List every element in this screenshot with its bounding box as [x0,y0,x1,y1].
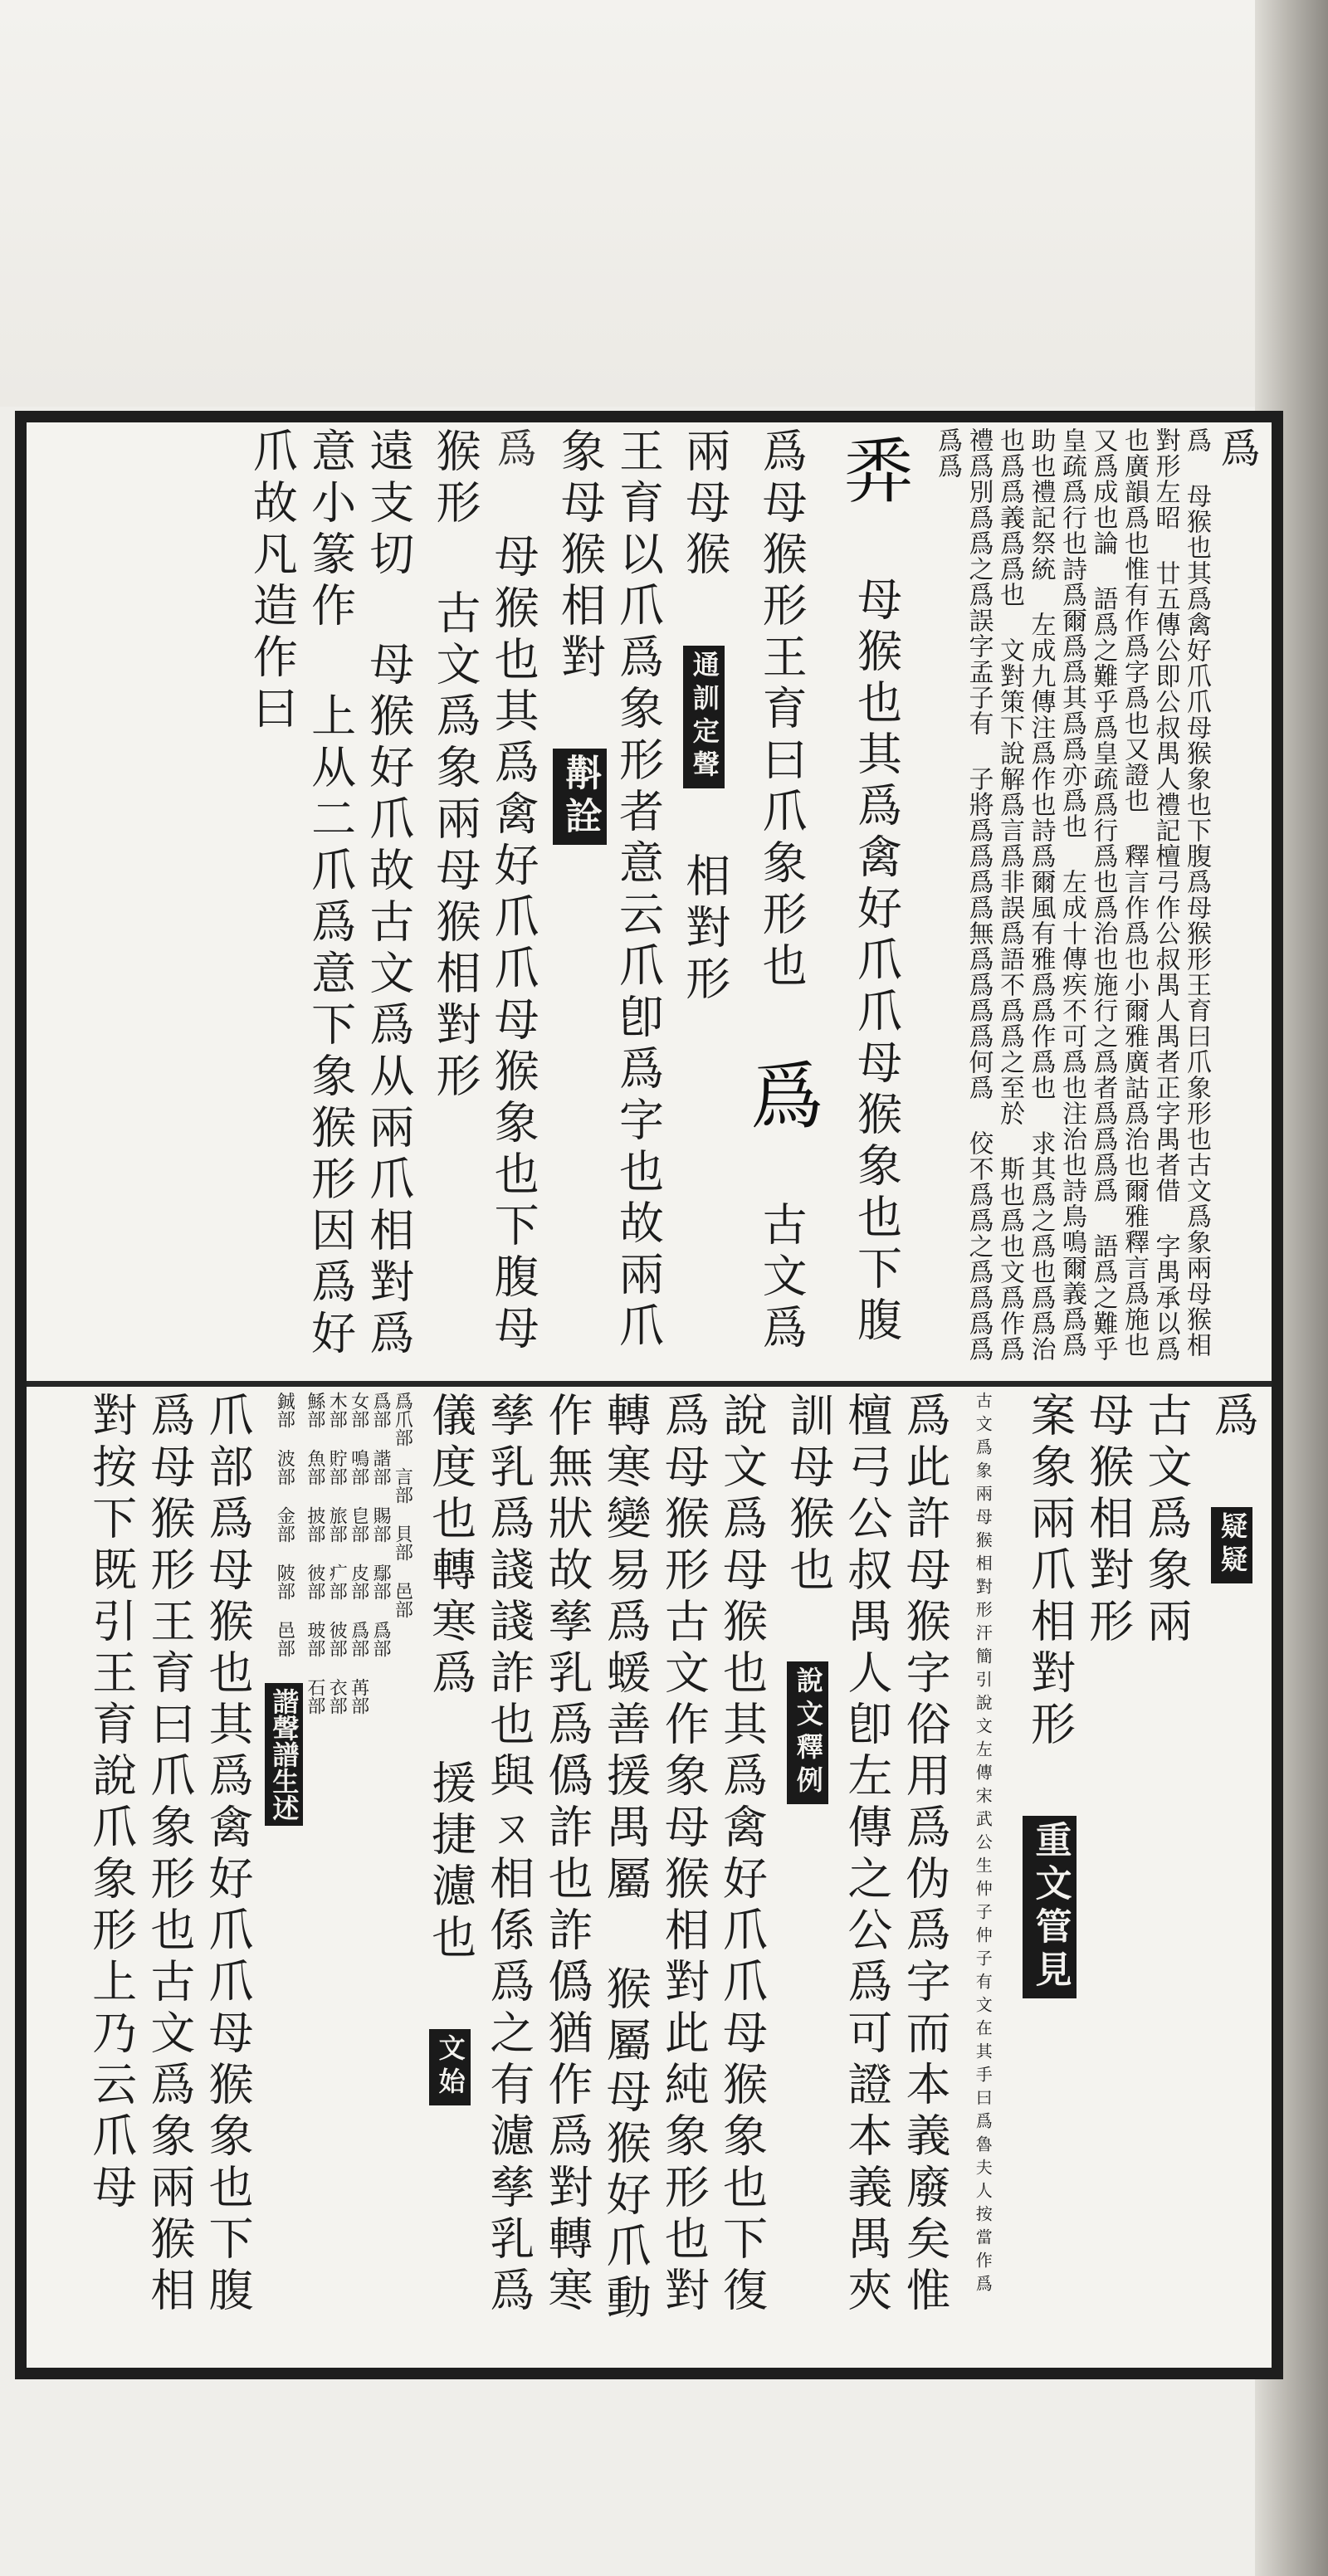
main-entry-tail: 古文爲兩母猴 [678,427,808,1355]
commentary-line: 子將爲爲爲爲無爲爲爲爲何爲 [964,766,994,1100]
commentary-line: 佼不爲爲之爲爲爲爲爲爲 [933,427,994,1362]
wenshi-text-3: 援捷濾也 [424,1759,477,1965]
badge-wenshi: 文始 [429,2029,471,2105]
zhongwen-entry [1020,1392,1195,2359]
commentary-line: 爲 母猴也其爲禽好爪爪母猴象也下腹爲母猴形王育曰爪象形也古文爲象兩母猴相對形左昭 [1150,427,1211,1358]
explanation-text-cont: 上从二爪爲意下象猴形因爲好爪故凡造作曰 [246,427,357,1361]
shiwen-entry [779,1392,1013,2359]
radical-row: 鯀部 魚部 披部 彼部 玻部 石部 [304,1392,325,1715]
commentary-line: 文對策下說解爲言爲非誤爲語不爲爲之至於 [995,637,1024,1126]
wenshi-text-1: 說文爲母猴也其爲禽好爪爪母猴象也下復爲母猴形古文作象母猴相對此純象形也對轉寒變易爲蝯善援禺屬 [599,1392,769,2318]
commentary-line: 左成十傳疾不可爲也注治也詩鳥鳴爾義爲爲助也禮記祭統 [1026,427,1086,1358]
badge-xiesheng-pu: 諧聲譜生述 [265,1683,303,1826]
radical-row: 女部 鳴部 皀部 皮部 爲部 苒部 [348,1392,369,1715]
guwen-old-form: 古文爲象兩母猴相對形 [428,589,481,1104]
upper-columns [37,427,1262,1373]
wenshi-entry [421,1392,770,2359]
explanation-text: 母猴好爪故古文爲从兩爪相對爲意小篆作 [304,427,415,1361]
radical-row: 爲部 諧部 賜部 鄢部 爲部 [369,1392,391,1657]
commentary-line: 釋言作爲也小爾雅廣詁爲治也爾雅釋言爲施也又爲成也論 [1088,427,1149,1358]
commentary-line: 語爲之難乎爲皇疏爲行爲也爲治也施行之爲者爲爲爲爲 [1088,586,1118,1203]
zhongwen-line-2: 母猴相對形 [1081,1392,1135,1649]
badge-jiaoquan: 斠詮 [553,749,607,845]
badge-suspect: 疑疑 [1211,1507,1252,1583]
commentary-line: 求其爲之爲也爲爲治也爲爲義爲爲也 [995,427,1056,1362]
main-entry [676,427,924,1373]
radical-row: 木部 貯部 旅部 疒部 彼部 衣部 [326,1392,348,1715]
zhongwen-line-3: 案象兩爪相對形 [1023,1392,1077,1752]
section-divider [27,1381,1272,1387]
previous-page-bleed [0,0,1328,407]
radical-row: 鋮部 波部 金部 陂部 邑部 [274,1392,295,1657]
seal-script-glyph: 𢍏 [833,432,920,512]
shiwen-text: 爲此許母猴字俗用爲伪爲字而本義廢矣惟檀弓公叔禺人卽左傳之公爲可證本義禺夾訓母猴也 [782,1392,952,2318]
shiwen-note: 古文爲象兩母猴相對形汗簡引說文左傳宋武公生仲子仲子有文在其手曰爲魯夫人按當作爲 [973,1392,994,2298]
zhongwen-line-1: 古文爲象兩 [1140,1392,1193,1649]
pronunciation-text: 遠支切 [362,427,415,582]
badge-tongxun-dingsheng: 通訓定聲 [683,646,725,788]
pronunciation-entry [242,427,417,1373]
badge-shuowen-shili: 說文釋例 [787,1661,828,1804]
upper-section [27,422,1272,1381]
ancient-script-glyph: 爲 [739,1057,825,1137]
badge-zhongwen-guanjian: 重文管見 [1023,1816,1077,1998]
handwritten-text: 爪部爲母猴也其爲禽好爪爪母猴象也下腹爲母猴形王育曰爪象形也古文爲象兩猴相對按下既引王育說爪象形上乃云爪母 [85,1392,255,2318]
handwritten-entry [81,1392,256,2359]
entry-head-char: 爲 [1213,427,1260,468]
suspect-entry [1204,1392,1262,2359]
guwen-entry [426,427,542,1373]
commentary-line: 斯也爲也文爲作爲禮爲別爲爲之爲誤字孟子有 [964,427,1024,1362]
commentary-line: 語爲之難乎皇疏爲行也詩爲爾爲爲其爲爲亦爲也 [1057,427,1118,1362]
main-entry-text: 母猴也其爲禽好爪爪母猴象也下腹爲母猴形王育曰爪象形也 [755,427,903,1348]
guwen-head-char: 爲 [490,427,537,474]
lower-section [27,1387,1272,2368]
jiaoquan-text: 王育以爪爲象形者意云爪卽爲字也故兩爪象母猴相對 [554,427,665,1354]
page-frame [15,411,1283,2379]
lower-head-char: 爲 [1207,1392,1259,1443]
wenshi-text-2: 猴屬母猴好爪動作無狀故孳乳爲僞詐也詐僞猶作爲對轉寒孳乳爲諓諓詐也與ㄡ相係爲之有濾孳乳爲儀度也轉寒爲 [424,1392,652,2325]
radical-list [265,1392,413,2359]
commentary-line: 左成九傳注爲作也詩爲爾風有雅爲爲作爲也 [1026,612,1056,1100]
commentary-block [932,427,1262,1373]
commentary-line: 字禺承以爲也廣韻爲也惟有作爲字爲也又證也 [1120,427,1180,1362]
jiaoquan-entry [550,427,666,1373]
radical-row: 爲爪部 言部 貝部 邑部 [392,1392,413,1618]
commentary-line: 廿五傳公即公叔禺人禮記檀弓作公叔禺人禺者正字禺者借 [1150,560,1180,1203]
guwen-text: 母猴也其爲禽好爪爪母猴象也下腹母猴形 [428,427,540,1356]
lower-columns [37,1392,1262,2359]
main-entry-cont: 相對形 [678,852,731,1007]
